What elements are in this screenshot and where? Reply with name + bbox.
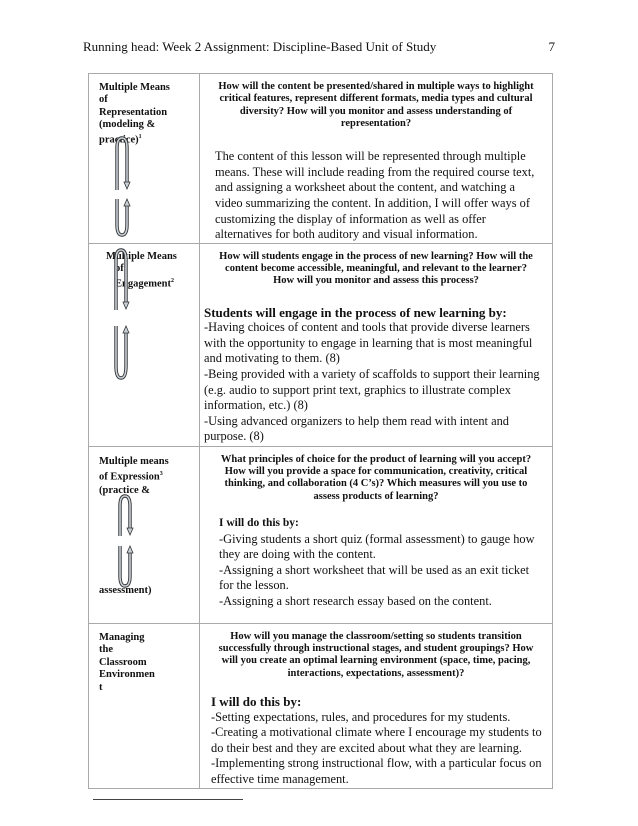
- footnote-ref: 3: [159, 471, 163, 478]
- running-head-text: Running head: Week 2 Assignment: Discipline-Based Unit of Study: [83, 39, 437, 54]
- response-text: [200, 130, 552, 243]
- response-paragraph: The content of this lesson will be represented through multiple means. These will include reading from the required course text, and assigning a worksheet about the content, and watching a video summarizing the content. In addition, I will offer ways of customizing the display of information as well as offer alternatives for both auditory and visual information.: [215, 149, 535, 242]
- label-line: Managing: [99, 631, 145, 643]
- label-line: the: [99, 644, 113, 656]
- cycle-arrow-up-icon: [113, 197, 131, 237]
- row-label-cell: [89, 243, 200, 446]
- label-line: of: [115, 263, 124, 275]
- label-line: Multiple Means: [106, 250, 177, 262]
- row-label-cell: [89, 623, 200, 788]
- response-lead: I will do this by:: [211, 693, 302, 709]
- label-line: Multiple means: [99, 455, 169, 467]
- table-row-classroom: [89, 623, 553, 788]
- cycle-arrow-down-icon: [113, 136, 131, 192]
- label-line: assessment): [99, 584, 152, 596]
- cycle-arrow-down-icon: [111, 248, 131, 312]
- cycle-arrow-up-icon: [111, 324, 131, 380]
- running-head: [83, 39, 555, 55]
- response-text: [200, 503, 552, 610]
- page-number: 7: [548, 39, 555, 54]
- response-item: -Assigning a short worksheet that will be used as an exit ticket for the lesson.: [219, 562, 530, 593]
- row-label-cell: [89, 74, 200, 244]
- label-line: Multiple Means: [99, 82, 170, 93]
- label-line: (practice &: [99, 485, 151, 497]
- footnote-separator: [93, 799, 243, 800]
- row-label: [89, 74, 199, 147]
- table-row-representation: [89, 74, 553, 244]
- label-line: practice): [99, 134, 139, 146]
- response-item: -Giving students a short quiz (formal assessment) to gauge how they are doing with the content.: [219, 531, 535, 562]
- response-item: -Creating a motivational climate where I encourage my students to do their best and they are excited about what they are learning.: [211, 725, 542, 755]
- row-content-cell: [200, 74, 553, 244]
- table-row-engagement: [89, 243, 553, 446]
- response-lead: I will do this by:: [219, 516, 299, 529]
- response-item: -Assigning a short research essay based on the content.: [219, 593, 492, 608]
- table-row-expression: [89, 446, 553, 623]
- unit-of-study-table: [88, 73, 553, 789]
- row-label-cell: [89, 446, 200, 623]
- guiding-question: How will the content be presented/shared in multiple ways to highlight critical features, represent different formats, media types and cultural diversity? How will you monitor and assess understanding of representation?: [218, 81, 534, 129]
- response-item: -Setting expectations, rules, and procedures for my students.: [211, 709, 511, 724]
- row-label: [89, 244, 199, 291]
- label-line: Representation: [99, 106, 168, 118]
- row-content-cell: [200, 243, 553, 446]
- label-line: Engagement: [115, 278, 171, 290]
- label-line: of: [99, 94, 108, 106]
- response-item: -Using advanced organizers to help them read with intent and purpose. (8): [204, 413, 509, 444]
- guiding-question: How will students engage in the process of new learning? How will the content become accessible, meaningful, and relevant to the learner? How will you monitor and assess this process?: [219, 250, 533, 287]
- row-content-cell: [200, 446, 553, 623]
- guiding-question: What principles of choice for the product of learning will you accept? How will you provide a space for communication, creativity, critical thinking, and collaboration (4 C’s)? Which measures will you use to assess products of learning?: [220, 453, 532, 502]
- response-text: [200, 288, 552, 445]
- row-label: [89, 624, 199, 695]
- response-text: [200, 680, 552, 788]
- label-line: Environmen: [99, 669, 155, 681]
- label-line: t: [99, 681, 103, 693]
- footnote-ref: 1: [138, 134, 142, 141]
- row-content-cell: [200, 623, 553, 788]
- response-lead: Students will engage in the process of new learning by:: [204, 304, 507, 320]
- label-line: of Expression: [99, 471, 160, 483]
- label-line: Classroom: [99, 656, 147, 668]
- label-line: (modeling &: [99, 118, 156, 130]
- cycle-arrow-down-icon: [116, 494, 134, 538]
- row-label: [89, 447, 199, 498]
- footnote-ref: 2: [171, 278, 174, 285]
- response-item: -Being provided with a variety of scaffolds to support their learning (e.g. audio to support print text, graphics to illustrate complex information, etc.) (8): [204, 367, 540, 413]
- response-item: -Implementing strong instructional flow, with a particular focus on effective time management.: [211, 756, 542, 786]
- guiding-question: How will you manage the classroom/setting so students transition successfully through instructional stages, and student groupings? How will you create an optimal learning environment (space, time, pacing, interactions, expectations, assessment)?: [218, 630, 534, 679]
- response-item: -Having choices of content and tools that provide diverse learners with the opportunity to engage in learning that is most meaningful and motivating to them. (8): [204, 320, 533, 366]
